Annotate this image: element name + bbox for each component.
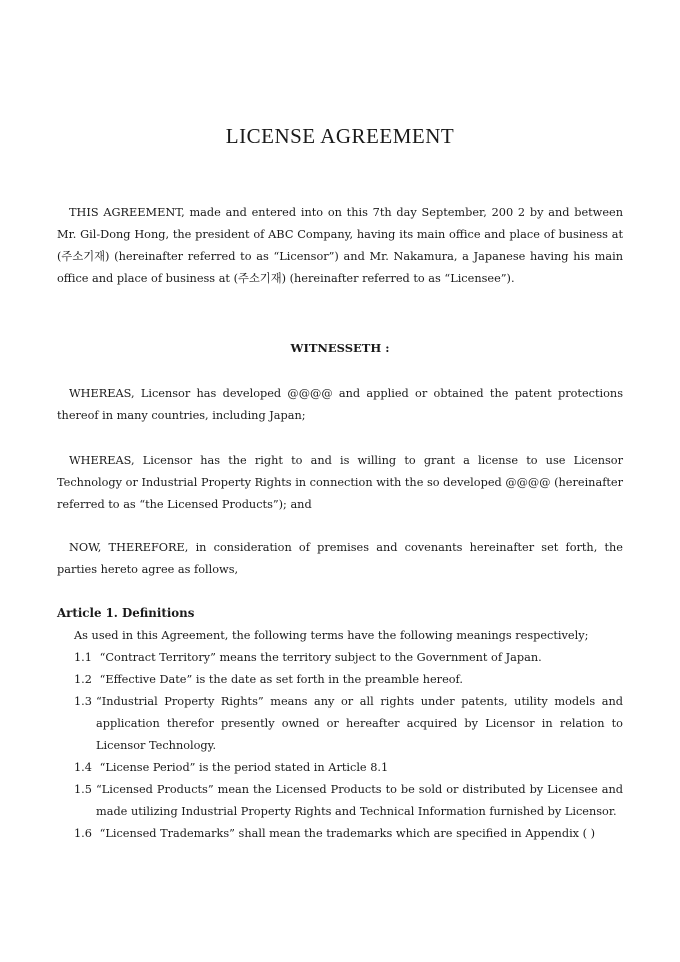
definition-number: 1.5 — [74, 783, 92, 796]
definition-text: “Industrial Property Rights” means any or all rights under patents, utility models and application therefor presently owned or hereafter acquired by Licensor in relation to Licensor Technology. — [96, 695, 623, 752]
whereas-paragraph-1: WHEREAS, Licensor has developed @@@@ and applied or obtained the patent protections thereof in many countries, including Japan; — [57, 387, 623, 422]
definition-number: 1.1 — [74, 651, 92, 664]
document-title: LICENSE AGREEMENT — [225, 124, 455, 148]
definition-item — [74, 823, 623, 845]
definition-text: “Contract Territory” means the territory subject to the Government of Japan. — [99, 651, 542, 664]
intro-paragraph: THIS AGREEMENT, made and entered into on this 7th day September, 200 2 by and between Mr. Gil-Dong Hong, the president of ABC Company, having its main office and place of business at (주소기재) (hereinafter referred to as “Licensor”) and Mr. Nakamura, a Japanese having his main office and place of business at (주소기재) (hereinafter referred to as “Licensee”). — [57, 206, 623, 285]
definition-text: “Licensed Products” mean the Licensed Products to be sold or distributed by Licensee and made utilizing Industrial Property Rights and Technical Information furnished by Licensor. — [96, 783, 623, 818]
definition-text: “Licensed Trademarks” shall mean the trademarks which are specified in Appendix ( ) — [99, 827, 596, 840]
definition-text: “Effective Date” is the date as set forth in the preamble hereof. — [99, 673, 463, 686]
definition-item — [74, 691, 623, 757]
article-1-heading: Article 1. Definitions — [57, 606, 195, 620]
definition-item — [74, 647, 623, 669]
definition-item — [74, 757, 623, 779]
witnesseth-heading: WITNESSETH : — [290, 341, 390, 355]
definition-item — [74, 779, 623, 823]
definition-number: 1.2 — [74, 673, 92, 686]
definition-number: 1.4 — [74, 761, 92, 774]
definition-text: “License Period” is the period stated in Article 8.1 — [99, 761, 389, 774]
whereas-paragraph-2: WHEREAS, Licensor has the right to and is willing to grant a license to use Licensor Technology or Industrial Property Rights in connection with the so developed @@@@ (hereinafter referred to as “the Licensed Products”); and — [57, 454, 623, 511]
now-therefore-paragraph: NOW, THEREFORE, in consideration of premises and covenants hereinafter set forth, the parties hereto agree as follows, — [57, 541, 623, 576]
definition-item — [74, 669, 623, 691]
article-1-lead: As used in this Agreement, the following terms have the following meanings respectively; — [74, 629, 589, 642]
definition-number: 1.6 — [74, 827, 92, 840]
definition-number: 1.3 — [74, 695, 92, 708]
